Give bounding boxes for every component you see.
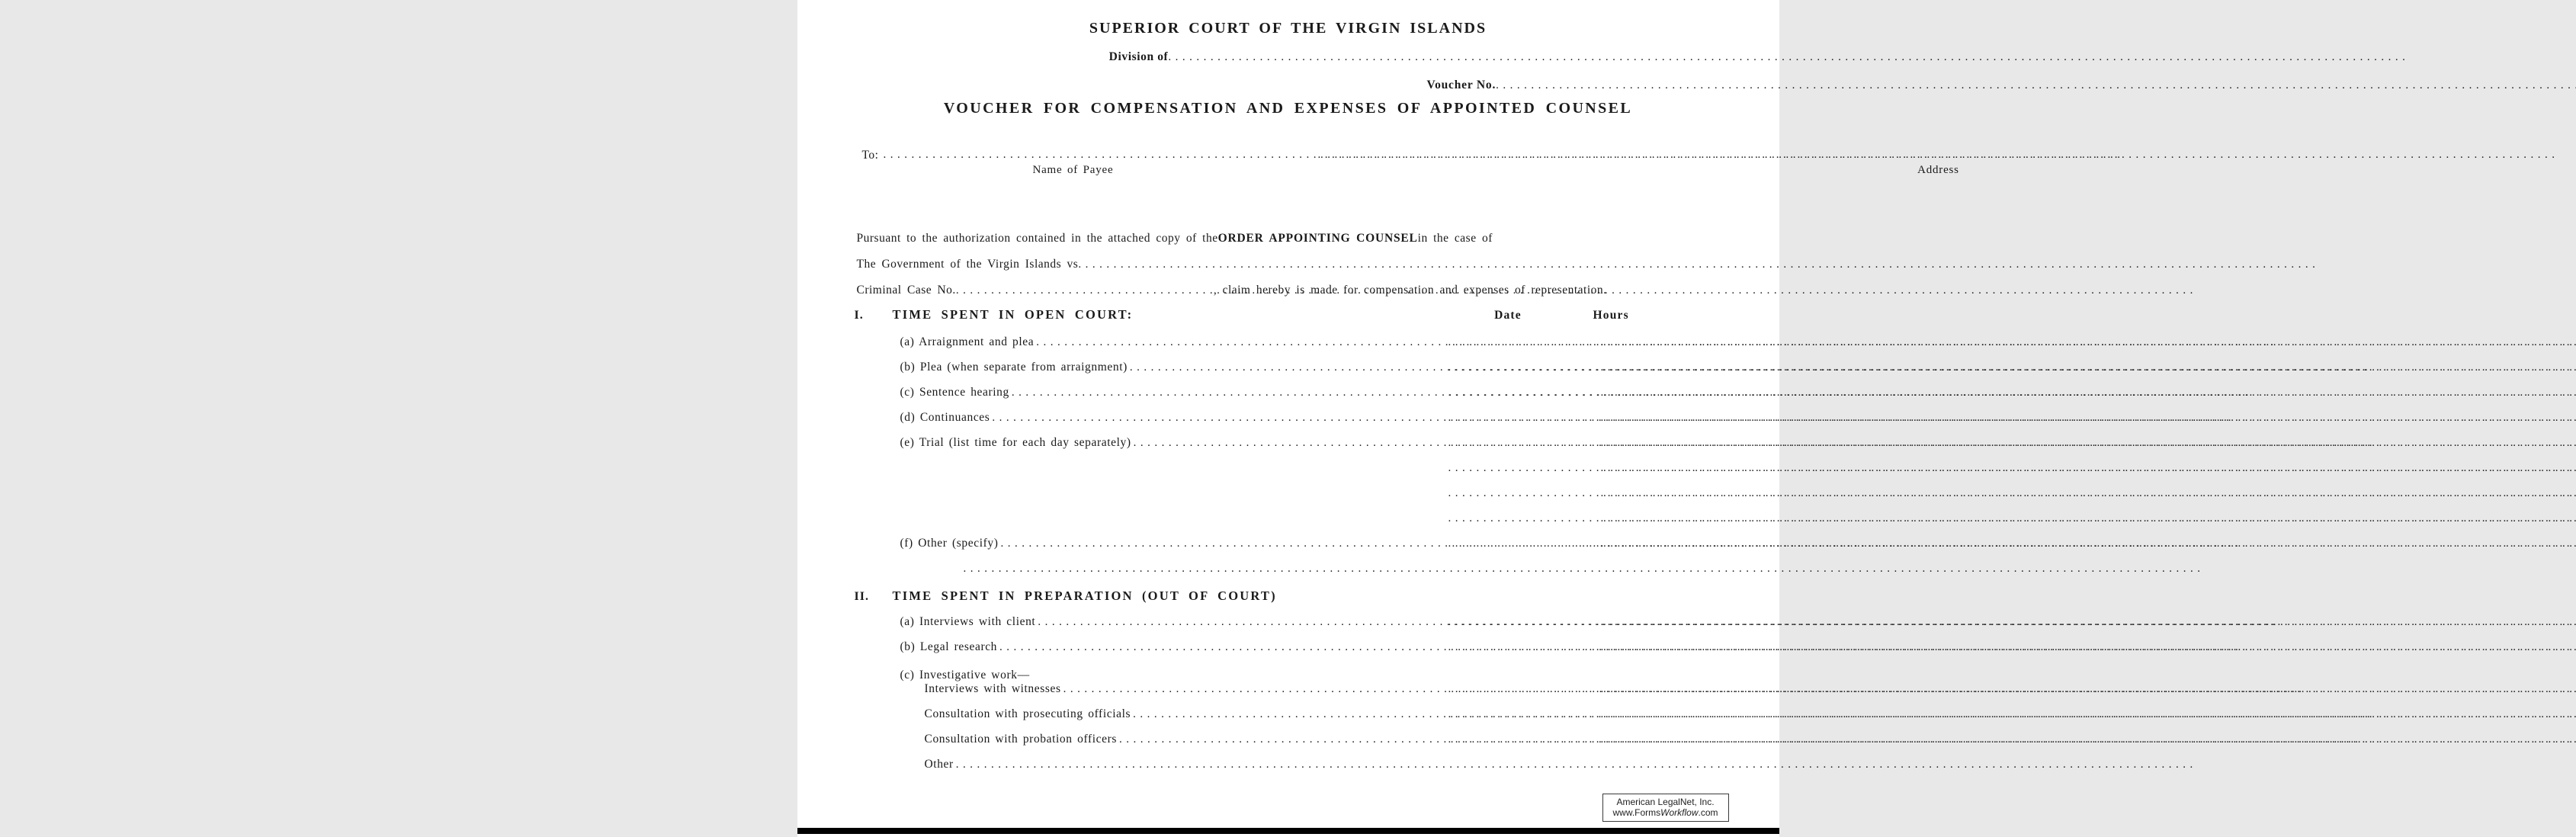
intro-line-3 xyxy=(857,277,1717,303)
payee-name-field[interactable] xyxy=(883,148,1262,162)
voucher-no-field[interactable] xyxy=(1496,79,2576,92)
row-label: (a) Arraignment and plea xyxy=(900,335,1035,348)
claim-text: , claim hereby is made for compensation and expenses of representation. xyxy=(1213,284,1607,297)
row-label: (e) Trial (list time for each day separately) xyxy=(900,436,1131,449)
hours-field[interactable] xyxy=(1598,537,1716,550)
form-row-sentence-hearing xyxy=(855,380,1716,405)
row-label: (f) Other (specify) xyxy=(900,537,999,550)
defendant-name-field[interactable] xyxy=(1078,252,2319,277)
intro-line-1 xyxy=(857,226,1717,252)
form-row-other-preparation xyxy=(855,752,1716,777)
address-column xyxy=(1317,148,2558,177)
form-row-investigative-work xyxy=(855,659,1716,701)
court-title: SUPERIOR COURT OF THE VIRGIN ISLANDS xyxy=(1089,20,1487,37)
division-line xyxy=(797,50,1779,64)
payee-name-column xyxy=(883,148,1262,177)
date-field[interactable] xyxy=(1445,411,1571,425)
row-label: (b) Legal research xyxy=(900,640,998,653)
form-row-continuances xyxy=(855,405,1716,430)
form-row-legal-research xyxy=(855,634,1716,659)
legalnet-url: www.FormsWorkflow.com xyxy=(1612,807,1718,818)
hours-field[interactable] xyxy=(1598,461,1716,475)
document-page xyxy=(797,0,1959,837)
section2-title: TIME SPENT IN PREPARATION (OUT OF COURT) xyxy=(892,588,1277,603)
address-field[interactable] xyxy=(1317,148,2558,162)
row-label: (d) Continuances xyxy=(900,411,990,424)
voucher-no-label: Voucher No. xyxy=(1426,79,1497,91)
row-label: (b) Plea (when separate from arraignment) xyxy=(900,361,1128,374)
date-field[interactable] xyxy=(1445,486,1571,500)
date-field[interactable] xyxy=(1445,335,1571,349)
form-row-plea xyxy=(855,354,1716,380)
hours-field[interactable] xyxy=(1598,707,1716,721)
section2-header xyxy=(855,584,1716,609)
hours-field[interactable] xyxy=(1598,411,1716,425)
legalnet-name: American LegalNet, Inc. xyxy=(1616,797,1715,807)
hours-field[interactable] xyxy=(1598,682,1716,696)
hours-field[interactable] xyxy=(1598,436,1716,450)
date-field[interactable] xyxy=(1445,615,1571,629)
section1-header xyxy=(855,302,1716,329)
section1-number: I. xyxy=(854,309,864,322)
date-field[interactable] xyxy=(1445,512,1571,525)
date-field[interactable] xyxy=(1445,733,1571,746)
intro-text: in the case of xyxy=(1417,232,1493,245)
hours-column-header: Hours xyxy=(1593,309,1629,322)
hours-field[interactable] xyxy=(1598,486,1716,500)
payee-block xyxy=(861,148,1959,177)
intro-line-2 xyxy=(857,252,1717,277)
hours-field[interactable] xyxy=(1598,512,1716,525)
section2-number: II. xyxy=(854,590,869,603)
row-label: (c) Investigative work— xyxy=(900,669,1030,681)
date-field[interactable] xyxy=(1445,537,1571,550)
hours-field[interactable] xyxy=(1598,335,1716,349)
date-field[interactable] xyxy=(1445,640,1571,654)
date-field[interactable] xyxy=(1445,461,1571,475)
intro-text: Pursuant to the authorization contained in the attached copy of the xyxy=(856,232,1218,245)
versus-label: The Government of the Virgin Islands vs xyxy=(856,258,1079,271)
row-label: Consultation with probation officers xyxy=(924,733,1117,746)
form-row-consult-prosecuting xyxy=(855,701,1716,726)
hours-field[interactable] xyxy=(1598,386,1716,399)
row-label: Consultation with prosecuting officials xyxy=(924,707,1131,720)
legalnet-attribution xyxy=(1602,794,1729,822)
date-field[interactable] xyxy=(1445,386,1571,399)
form-row-other xyxy=(855,531,1716,556)
form-row-arraignment xyxy=(855,329,1716,354)
date-column-header: Date xyxy=(1494,309,1522,322)
row-label: Other xyxy=(924,758,954,771)
form-row-trial xyxy=(855,430,1716,455)
to-label: To: xyxy=(861,149,879,162)
order-appointing-counsel-emphasis: ORDER APPOINTING COUNSEL xyxy=(1217,232,1418,245)
row-label: (c) Sentence hearing xyxy=(900,386,1009,399)
other-specify-field[interactable] xyxy=(964,562,2205,576)
scan-artifact-bar xyxy=(797,828,1779,834)
hours-field[interactable] xyxy=(1598,615,1716,629)
section-open-court xyxy=(855,302,1716,581)
section1-title: TIME SPENT IN OPEN COURT: xyxy=(892,307,1134,322)
leader-dots xyxy=(956,758,2197,771)
division-field[interactable] xyxy=(1168,50,1467,64)
date-field[interactable] xyxy=(1445,361,1571,374)
row-sublabel: Interviews with witnesses xyxy=(924,682,1061,695)
date-field[interactable] xyxy=(1445,682,1571,696)
form-title: VOUCHER FOR COMPENSATION AND EXPENSES OF APPOINTED COUNSEL xyxy=(943,100,1633,117)
form-row-interviews-client xyxy=(855,609,1716,634)
form-row-trial-extra-3 xyxy=(855,505,1716,531)
voucher-no-line xyxy=(1427,79,1711,92)
division-label: Division of xyxy=(1108,50,1169,63)
hours-field[interactable] xyxy=(1598,733,1716,746)
intro-paragraph xyxy=(857,226,1717,303)
form-row-consult-probation xyxy=(855,726,1716,752)
hours-field[interactable] xyxy=(1598,640,1716,654)
criminal-case-no-field[interactable] xyxy=(956,277,1214,303)
form-row-trial-extra-1 xyxy=(855,455,1716,480)
row-label: (a) Interviews with client xyxy=(900,615,1036,628)
criminal-case-no-label: Criminal Case No. xyxy=(856,284,956,297)
section-preparation xyxy=(855,584,1716,777)
form-row-trial-extra-2 xyxy=(855,480,1716,505)
address-caption: Address xyxy=(1917,164,1959,176)
date-field[interactable] xyxy=(1445,707,1571,721)
payee-name-caption: Name of Payee xyxy=(1032,164,1114,176)
hours-field[interactable] xyxy=(1598,361,1716,374)
form-row-other-specify-line xyxy=(855,556,1716,581)
date-field[interactable] xyxy=(1445,436,1571,450)
